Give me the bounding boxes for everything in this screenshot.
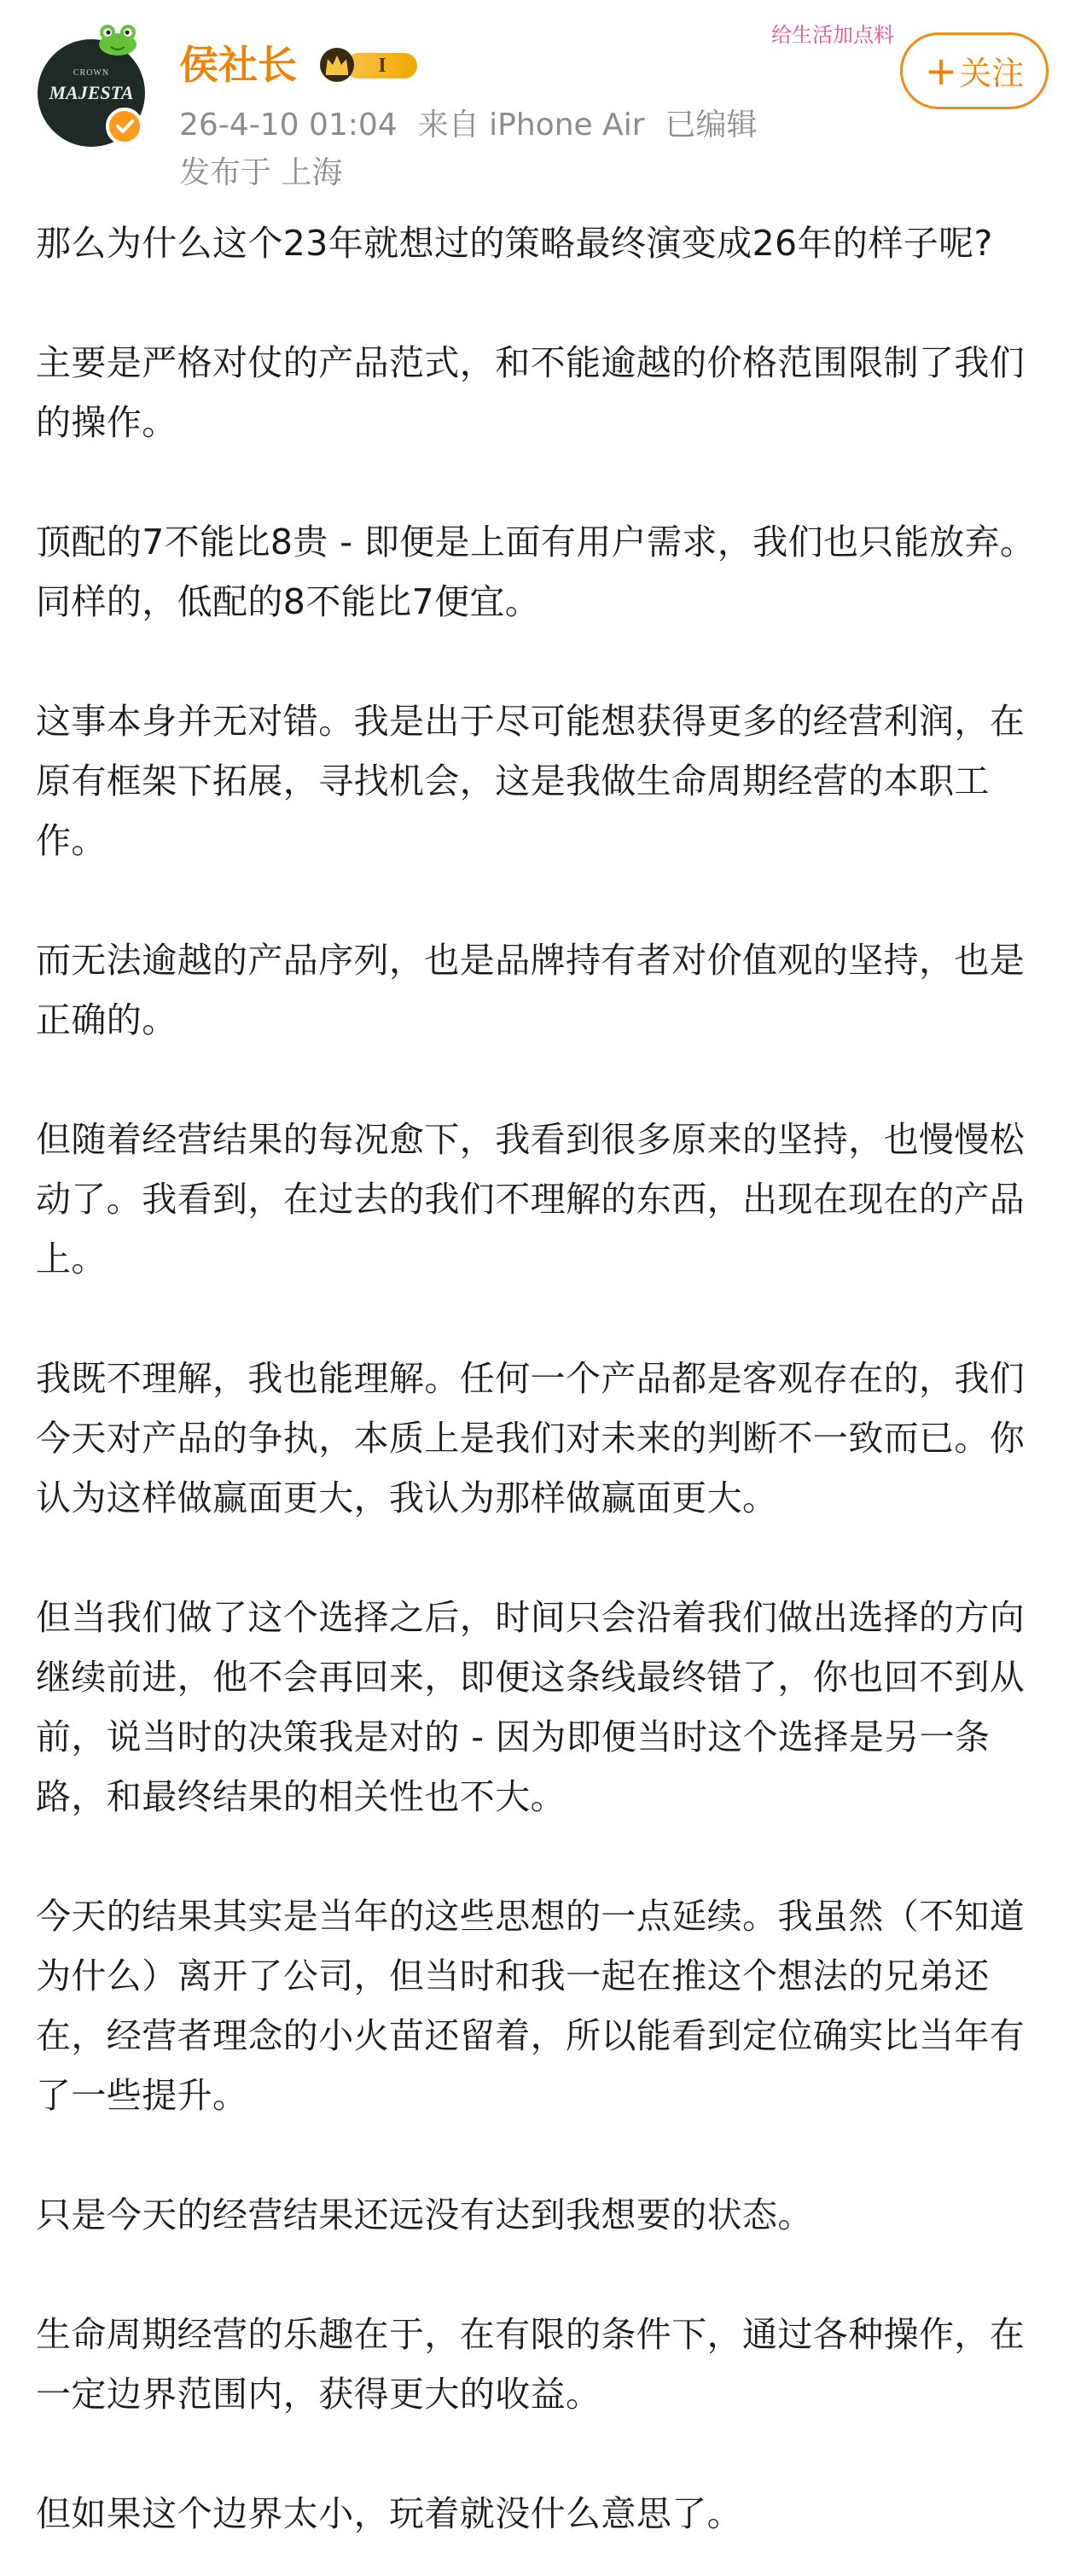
post-paragraph: 但随着经营结果的每况愈下，我看到很多原来的坚持，也慢慢松动了。我看到，在过去的我们不理解的东西，出现在现在的产品上。: [36, 1119, 1026, 1279]
post-time: 26-4-10 01:04: [179, 108, 398, 143]
post-paragraph: 但如果这个边界太小，玩着就没什么意思了。: [36, 2493, 742, 2534]
author-name[interactable]: 侯社长: [179, 42, 297, 88]
avatar-brand-text: MAJESTA: [49, 82, 134, 103]
crown-level-icon: [318, 46, 357, 84]
post-location: 发布于 上海: [179, 155, 343, 190]
level-text: I: [378, 55, 386, 77]
post-paragraph: 我既不理解，我也能理解。任何一个产品都是客观存在的，我们今天对产品的争执，本质上是我们对未来的判断不一致而已。你认为这样做赢面更大，我认为那样做赢面更大。: [36, 1358, 1026, 1518]
post-paragraph: 这事本身并无对错。我是出于尽可能想获得更多的经营利润，在原有框架下拓展，寻找机会，这是我做生命周期经营的本职工作。: [36, 701, 1026, 861]
post-source: 来自 iPhone Air: [417, 108, 645, 143]
avatar-crown-text: CROWN: [73, 68, 110, 78]
verified-check-icon: [106, 108, 143, 145]
post-meta: [179, 106, 778, 145]
follow-button-label: 关注: [959, 55, 1025, 92]
follow-button[interactable]: [900, 32, 1049, 109]
post-content: [36, 213, 1043, 2544]
post-paragraph: 那么为什么这个23年就想过的策略最终演变成26年的样子呢?: [36, 223, 993, 264]
post-paragraph: 只是今天的经营结果还远没有达到我想要的状态。: [36, 2194, 813, 2235]
post-paragraph: 主要是严格对仗的产品范式，和不能逾越的价格范围限制了我们的操作。: [36, 342, 1026, 443]
post-paragraph: 但当我们做了这个选择之后，时间只会沿着我们做出选择的方向继续前进，他不会再回来，即便这条线最终错了，你也回不到从前，说当时的决策我是对的 - 因为即便当时这个选择是另一条路，和最终结果的相关性也不大。: [36, 1597, 1026, 1817]
post-paragraph: 今天的结果其实是当年的这些思想的一点延续。我虽然（不知道为什么）离开了公司，但当时和我一起在推这个想法的兄弟还在，经营者理念的小火苗还留着，所以能看到定位确实比当年有了一些提升。: [36, 1896, 1026, 2116]
post-edited[interactable]: 已编辑: [665, 108, 758, 143]
post-paragraph: 生命周期经营的乐趣在于，在有限的条件下，通过各种操作，在一定边界范围内，获得更大的收益。: [36, 2314, 1026, 2415]
decoration-text: 给生活加点料: [771, 23, 894, 47]
post-paragraph: 而无法逾越的产品序列，也是品牌持有者对价值观的坚持，也是正确的。: [36, 940, 1026, 1040]
post-paragraph: 顶配的7不能比8贵 - 即便是上面有用户需求，我们也只能放弃。同样的，低配的8不能比7便宜。: [36, 522, 1036, 622]
post-header: [0, 0, 1075, 205]
plus-icon: +: [924, 48, 958, 94]
level-badge: [318, 46, 424, 84]
frog-decoration-icon: [96, 22, 140, 56]
